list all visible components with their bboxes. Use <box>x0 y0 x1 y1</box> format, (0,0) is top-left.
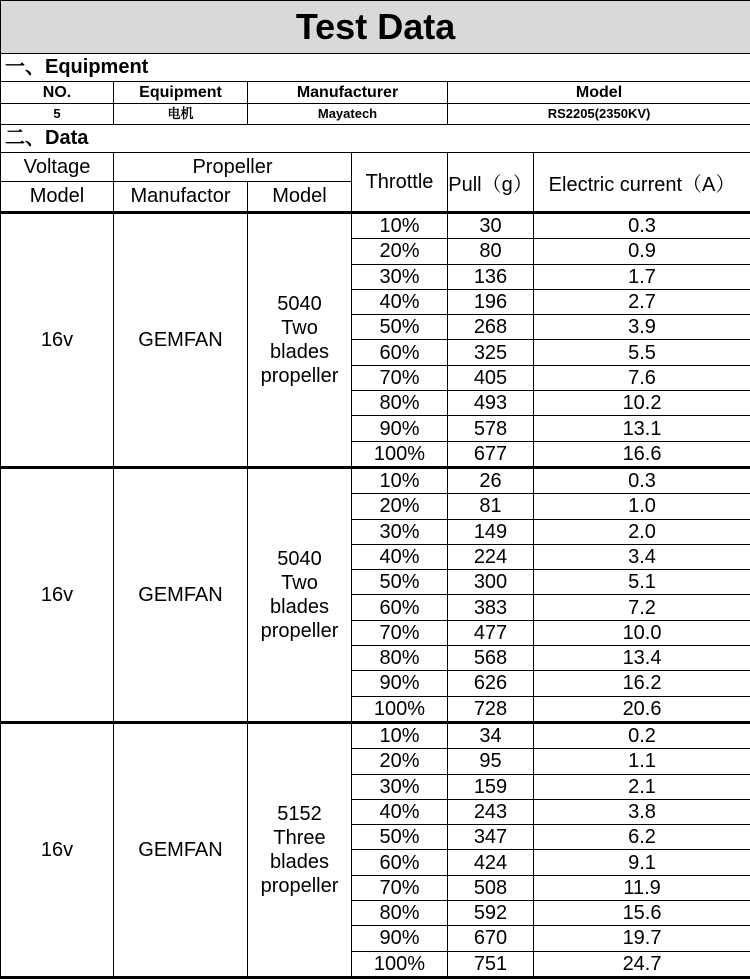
pull-cell: 136 <box>448 264 534 289</box>
group-manufactor: GEMFAN <box>114 722 248 977</box>
current-cell: 9.1 <box>534 850 750 875</box>
propeller-model-line: blades <box>248 595 351 619</box>
current-cell: 13.4 <box>534 646 750 671</box>
propeller-model-line: blades <box>248 850 351 874</box>
equipment-name: 电机 <box>114 104 248 125</box>
pull-cell: 578 <box>448 416 534 441</box>
equipment-header-manufacturer: Manufacturer <box>248 82 448 104</box>
table-row <box>1 213 750 239</box>
current-cell: 16.6 <box>534 441 750 467</box>
header-voltage: Voltage <box>1 153 114 182</box>
propeller-model-line: blades <box>248 340 351 364</box>
header-voltage-model: Model <box>1 182 114 213</box>
group-voltage: 16v <box>1 467 114 722</box>
current-cell: 10.2 <box>534 391 750 416</box>
pull-cell: 300 <box>448 570 534 595</box>
current-cell: 5.1 <box>534 570 750 595</box>
equipment-header-model: Model <box>448 82 750 104</box>
pull-cell: 26 <box>448 467 534 493</box>
group-propeller-model <box>248 467 352 722</box>
header-manufactor: Manufactor <box>114 182 248 213</box>
pull-cell: 243 <box>448 799 534 824</box>
current-cell: 3.8 <box>534 799 750 824</box>
current-cell: 2.7 <box>534 289 750 314</box>
current-cell: 1.0 <box>534 494 750 519</box>
group-propeller-model <box>248 213 352 468</box>
current-cell: 2.0 <box>534 519 750 544</box>
equipment-model: RS2205(2350KV) <box>448 104 750 125</box>
pull-cell: 159 <box>448 774 534 799</box>
pull-cell: 670 <box>448 926 534 951</box>
current-cell: 20.6 <box>534 696 750 722</box>
throttle-cell: 20% <box>352 494 448 519</box>
throttle-cell: 60% <box>352 340 448 365</box>
throttle-cell: 40% <box>352 289 448 314</box>
current-cell: 24.7 <box>534 951 750 977</box>
throttle-cell: 30% <box>352 774 448 799</box>
throttle-cell: 80% <box>352 901 448 926</box>
equipment-header-no: NO. <box>1 82 114 104</box>
throttle-cell: 80% <box>352 646 448 671</box>
throttle-cell: 40% <box>352 799 448 824</box>
current-cell: 0.3 <box>534 213 750 239</box>
current-cell: 5.5 <box>534 340 750 365</box>
throttle-cell: 10% <box>352 722 448 748</box>
throttle-cell: 50% <box>352 315 448 340</box>
current-cell: 1.7 <box>534 264 750 289</box>
pull-cell: 268 <box>448 315 534 340</box>
current-cell: 0.2 <box>534 722 750 748</box>
group-voltage: 16v <box>1 722 114 977</box>
group-propeller-model <box>248 722 352 977</box>
equipment-manufacturer: Mayatech <box>248 104 448 125</box>
table-row <box>1 722 750 748</box>
throttle-cell: 80% <box>352 391 448 416</box>
current-cell: 3.4 <box>534 544 750 569</box>
pull-cell: 751 <box>448 951 534 977</box>
throttle-cell: 30% <box>352 519 448 544</box>
table-row <box>1 467 750 493</box>
throttle-cell: 100% <box>352 441 448 467</box>
current-cell: 13.1 <box>534 416 750 441</box>
pull-cell: 508 <box>448 875 534 900</box>
throttle-cell: 30% <box>352 264 448 289</box>
propeller-model-line: propeller <box>248 364 351 388</box>
propeller-model-line: Two <box>248 316 351 340</box>
group-voltage: 16v <box>1 213 114 468</box>
current-cell: 0.9 <box>534 239 750 264</box>
throttle-cell: 90% <box>352 926 448 951</box>
pull-cell: 224 <box>448 544 534 569</box>
pull-cell: 728 <box>448 696 534 722</box>
current-cell: 2.1 <box>534 774 750 799</box>
pull-cell: 347 <box>448 825 534 850</box>
section-data-heading: 二、Data <box>1 125 750 153</box>
throttle-cell: 90% <box>352 671 448 696</box>
current-cell: 3.9 <box>534 315 750 340</box>
pull-cell: 477 <box>448 620 534 645</box>
throttle-cell: 10% <box>352 467 448 493</box>
current-cell: 1.1 <box>534 749 750 774</box>
current-cell: 0.3 <box>534 467 750 493</box>
section-equipment-heading: 一、Equipment <box>1 54 750 82</box>
current-cell: 10.0 <box>534 620 750 645</box>
pull-cell: 80 <box>448 239 534 264</box>
pull-cell: 81 <box>448 494 534 519</box>
group-manufactor: GEMFAN <box>114 467 248 722</box>
header-electric-current: Electric current（A） <box>534 153 750 213</box>
throttle-cell: 10% <box>352 213 448 239</box>
current-cell: 11.9 <box>534 875 750 900</box>
header-propeller: Propeller <box>114 153 352 182</box>
pull-cell: 626 <box>448 671 534 696</box>
propeller-model-line: Two <box>248 571 351 595</box>
propeller-model-line: propeller <box>248 619 351 643</box>
page-title: Test Data <box>1 1 750 54</box>
current-cell: 6.2 <box>534 825 750 850</box>
throttle-cell: 50% <box>352 570 448 595</box>
throttle-cell: 70% <box>352 365 448 390</box>
pull-cell: 325 <box>448 340 534 365</box>
header-throttle: Throttle <box>352 153 448 213</box>
propeller-model-line: propeller <box>248 874 351 898</box>
pull-cell: 30 <box>448 213 534 239</box>
pull-cell: 424 <box>448 850 534 875</box>
propeller-model-line: 5040 <box>248 292 351 316</box>
propeller-model-line: 5040 <box>248 547 351 571</box>
pull-cell: 405 <box>448 365 534 390</box>
throttle-cell: 20% <box>352 239 448 264</box>
current-cell: 7.6 <box>534 365 750 390</box>
propeller-model-line: 5152 <box>248 802 351 826</box>
equipment-no: 5 <box>1 104 114 125</box>
throttle-cell: 20% <box>352 749 448 774</box>
current-cell: 15.6 <box>534 901 750 926</box>
pull-cell: 149 <box>448 519 534 544</box>
throttle-cell: 70% <box>352 620 448 645</box>
equipment-header-equipment: Equipment <box>114 82 248 104</box>
throttle-cell: 70% <box>352 875 448 900</box>
current-cell: 7.2 <box>534 595 750 620</box>
pull-cell: 196 <box>448 289 534 314</box>
current-cell: 16.2 <box>534 671 750 696</box>
header-pull: Pull（g） <box>448 153 534 213</box>
pull-cell: 568 <box>448 646 534 671</box>
pull-cell: 592 <box>448 901 534 926</box>
current-cell: 19.7 <box>534 926 750 951</box>
throttle-cell: 50% <box>352 825 448 850</box>
throttle-cell: 90% <box>352 416 448 441</box>
pull-cell: 34 <box>448 722 534 748</box>
header-propeller-model: Model <box>248 182 352 213</box>
throttle-cell: 40% <box>352 544 448 569</box>
propeller-model-line: Three <box>248 826 351 850</box>
pull-cell: 677 <box>448 441 534 467</box>
pull-cell: 95 <box>448 749 534 774</box>
throttle-cell: 100% <box>352 696 448 722</box>
pull-cell: 493 <box>448 391 534 416</box>
throttle-cell: 100% <box>352 951 448 977</box>
throttle-cell: 60% <box>352 595 448 620</box>
pull-cell: 383 <box>448 595 534 620</box>
group-manufactor: GEMFAN <box>114 213 248 468</box>
throttle-cell: 60% <box>352 850 448 875</box>
